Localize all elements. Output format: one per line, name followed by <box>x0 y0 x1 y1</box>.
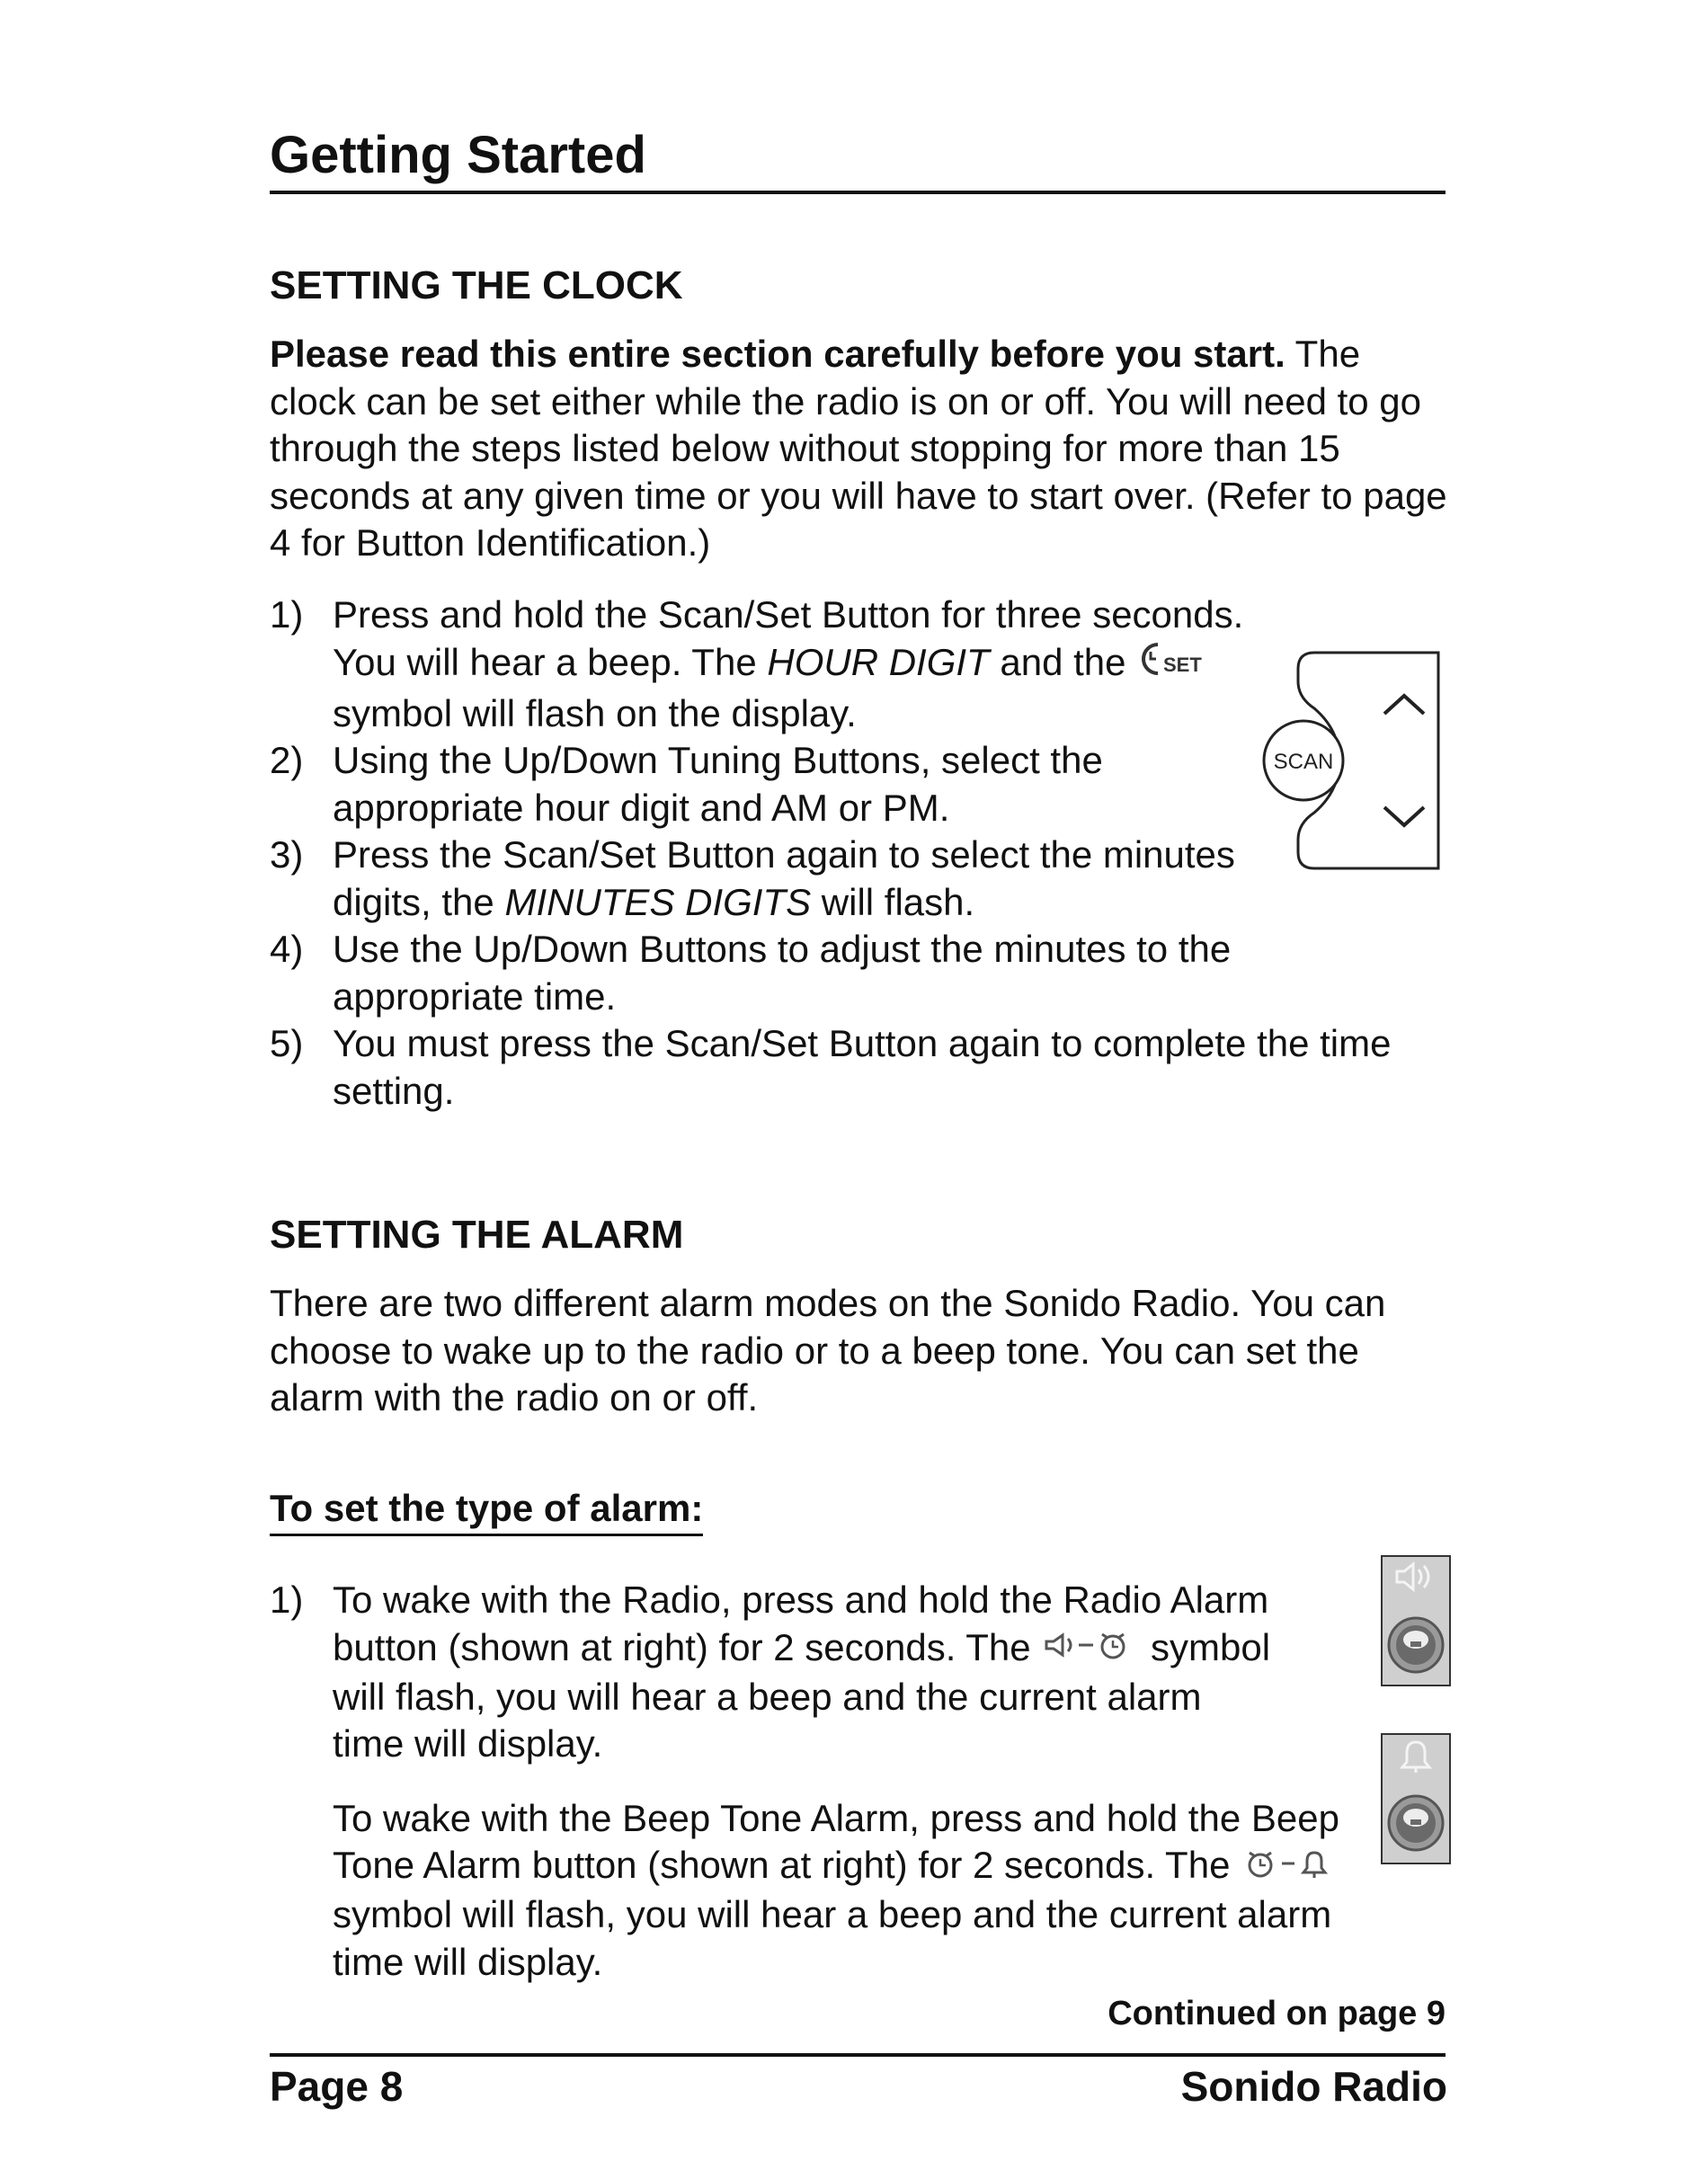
step-number: 3) <box>270 833 304 876</box>
step-text: and the <box>989 640 1137 683</box>
step-emphasis: MINUTES DIGITS <box>504 880 812 923</box>
step-emphasis: HOUR DIGIT <box>767 640 990 683</box>
radio-alarm-button-image <box>1381 1555 1451 1686</box>
footer-divider <box>270 2053 1446 2057</box>
page-number: Page 8 <box>270 2063 404 2110</box>
page-header: Getting Started <box>270 124 1446 194</box>
scan-label: SCAN <box>1273 750 1334 774</box>
step-text: You must press the Scan/Set Button again to complete the time setting. <box>333 1022 1392 1112</box>
continued-note: Continued on page 9 <box>1108 1995 1446 2032</box>
alarm-type-subhead: To set the type of alarm: <box>270 1485 703 1536</box>
step-text: will flash. <box>811 880 975 923</box>
alarm-step-1 <box>270 1577 1456 1768</box>
clock-step-5 <box>270 1020 1456 1115</box>
step-text: symbol will flash, you will hear a beep and the current alarm time will display. <box>333 1893 1332 1983</box>
scan-button-diagram <box>1259 647 1447 874</box>
step-text: To wake with the Radio, press and hold the Radio Alarm button (shown at right) for 2 seconds. The <box>333 1579 1269 1668</box>
product-name: Sonido Radio <box>1180 2063 1447 2110</box>
alarm-step-1b <box>270 1795 1456 1987</box>
step-text: To wake with the Beep Tone Alarm, press and hold the Beep Tone Alarm button (shown at right) for 2 seconds. The <box>333 1796 1339 1887</box>
step-number: 1) <box>270 1579 304 1621</box>
clock-section-title: SETTING THE CLOCK <box>270 263 683 307</box>
svg-text:SET: SET <box>1163 654 1202 677</box>
alarm-intro: There are two different alarm modes on the Sonido Radio. You can choose to wake up to the radio or to a beep tone. You can set the alarm with the radio on or off. <box>270 1282 1386 1419</box>
step-number: 5) <box>270 1022 304 1065</box>
clock-intro <box>270 331 1456 567</box>
step-number: 1) <box>270 593 304 636</box>
step-number: 4) <box>270 928 304 971</box>
step-text: symbol will flash on the display. <box>333 691 857 734</box>
clock-set-icon <box>1136 639 1223 690</box>
clock-step-4 <box>270 926 1456 1020</box>
clock-intro-rest: The clock can be set either while the radio is on or off. You will need to go through the steps listed below without stopping for more than 15 seconds at any given time or you will have to start over. (Refer to page 4 for Button Identification.) <box>270 333 1447 564</box>
step-text: symbol will flash, you will hear a beep and the current alarm time will display. <box>333 1625 1271 1765</box>
step-text: Use the Up/Down Buttons to adjust the minutes to the appropriate time. <box>333 928 1232 1018</box>
alarm-section-title: SETTING THE ALARM <box>270 1213 684 1257</box>
radio-alarm-symbol-icon <box>1041 1626 1140 1674</box>
beep-tone-button-image <box>1381 1733 1451 1864</box>
step-text: Press and hold the Scan/Set Button for three seconds. You will hear a beep. The <box>333 593 1244 683</box>
step-number: 2) <box>270 739 304 782</box>
clock-intro-bold: Please read this entire section carefully before you start. <box>270 333 1285 375</box>
step-text: Press the Scan/Set Button again to select the minutes digits, the <box>333 833 1235 923</box>
alarm-steps <box>270 1577 1456 1986</box>
step-text: Using the Up/Down Tuning Buttons, select the appropriate hour digit and AM or PM. <box>333 739 1103 829</box>
beep-alarm-symbol-icon <box>1241 1845 1339 1892</box>
